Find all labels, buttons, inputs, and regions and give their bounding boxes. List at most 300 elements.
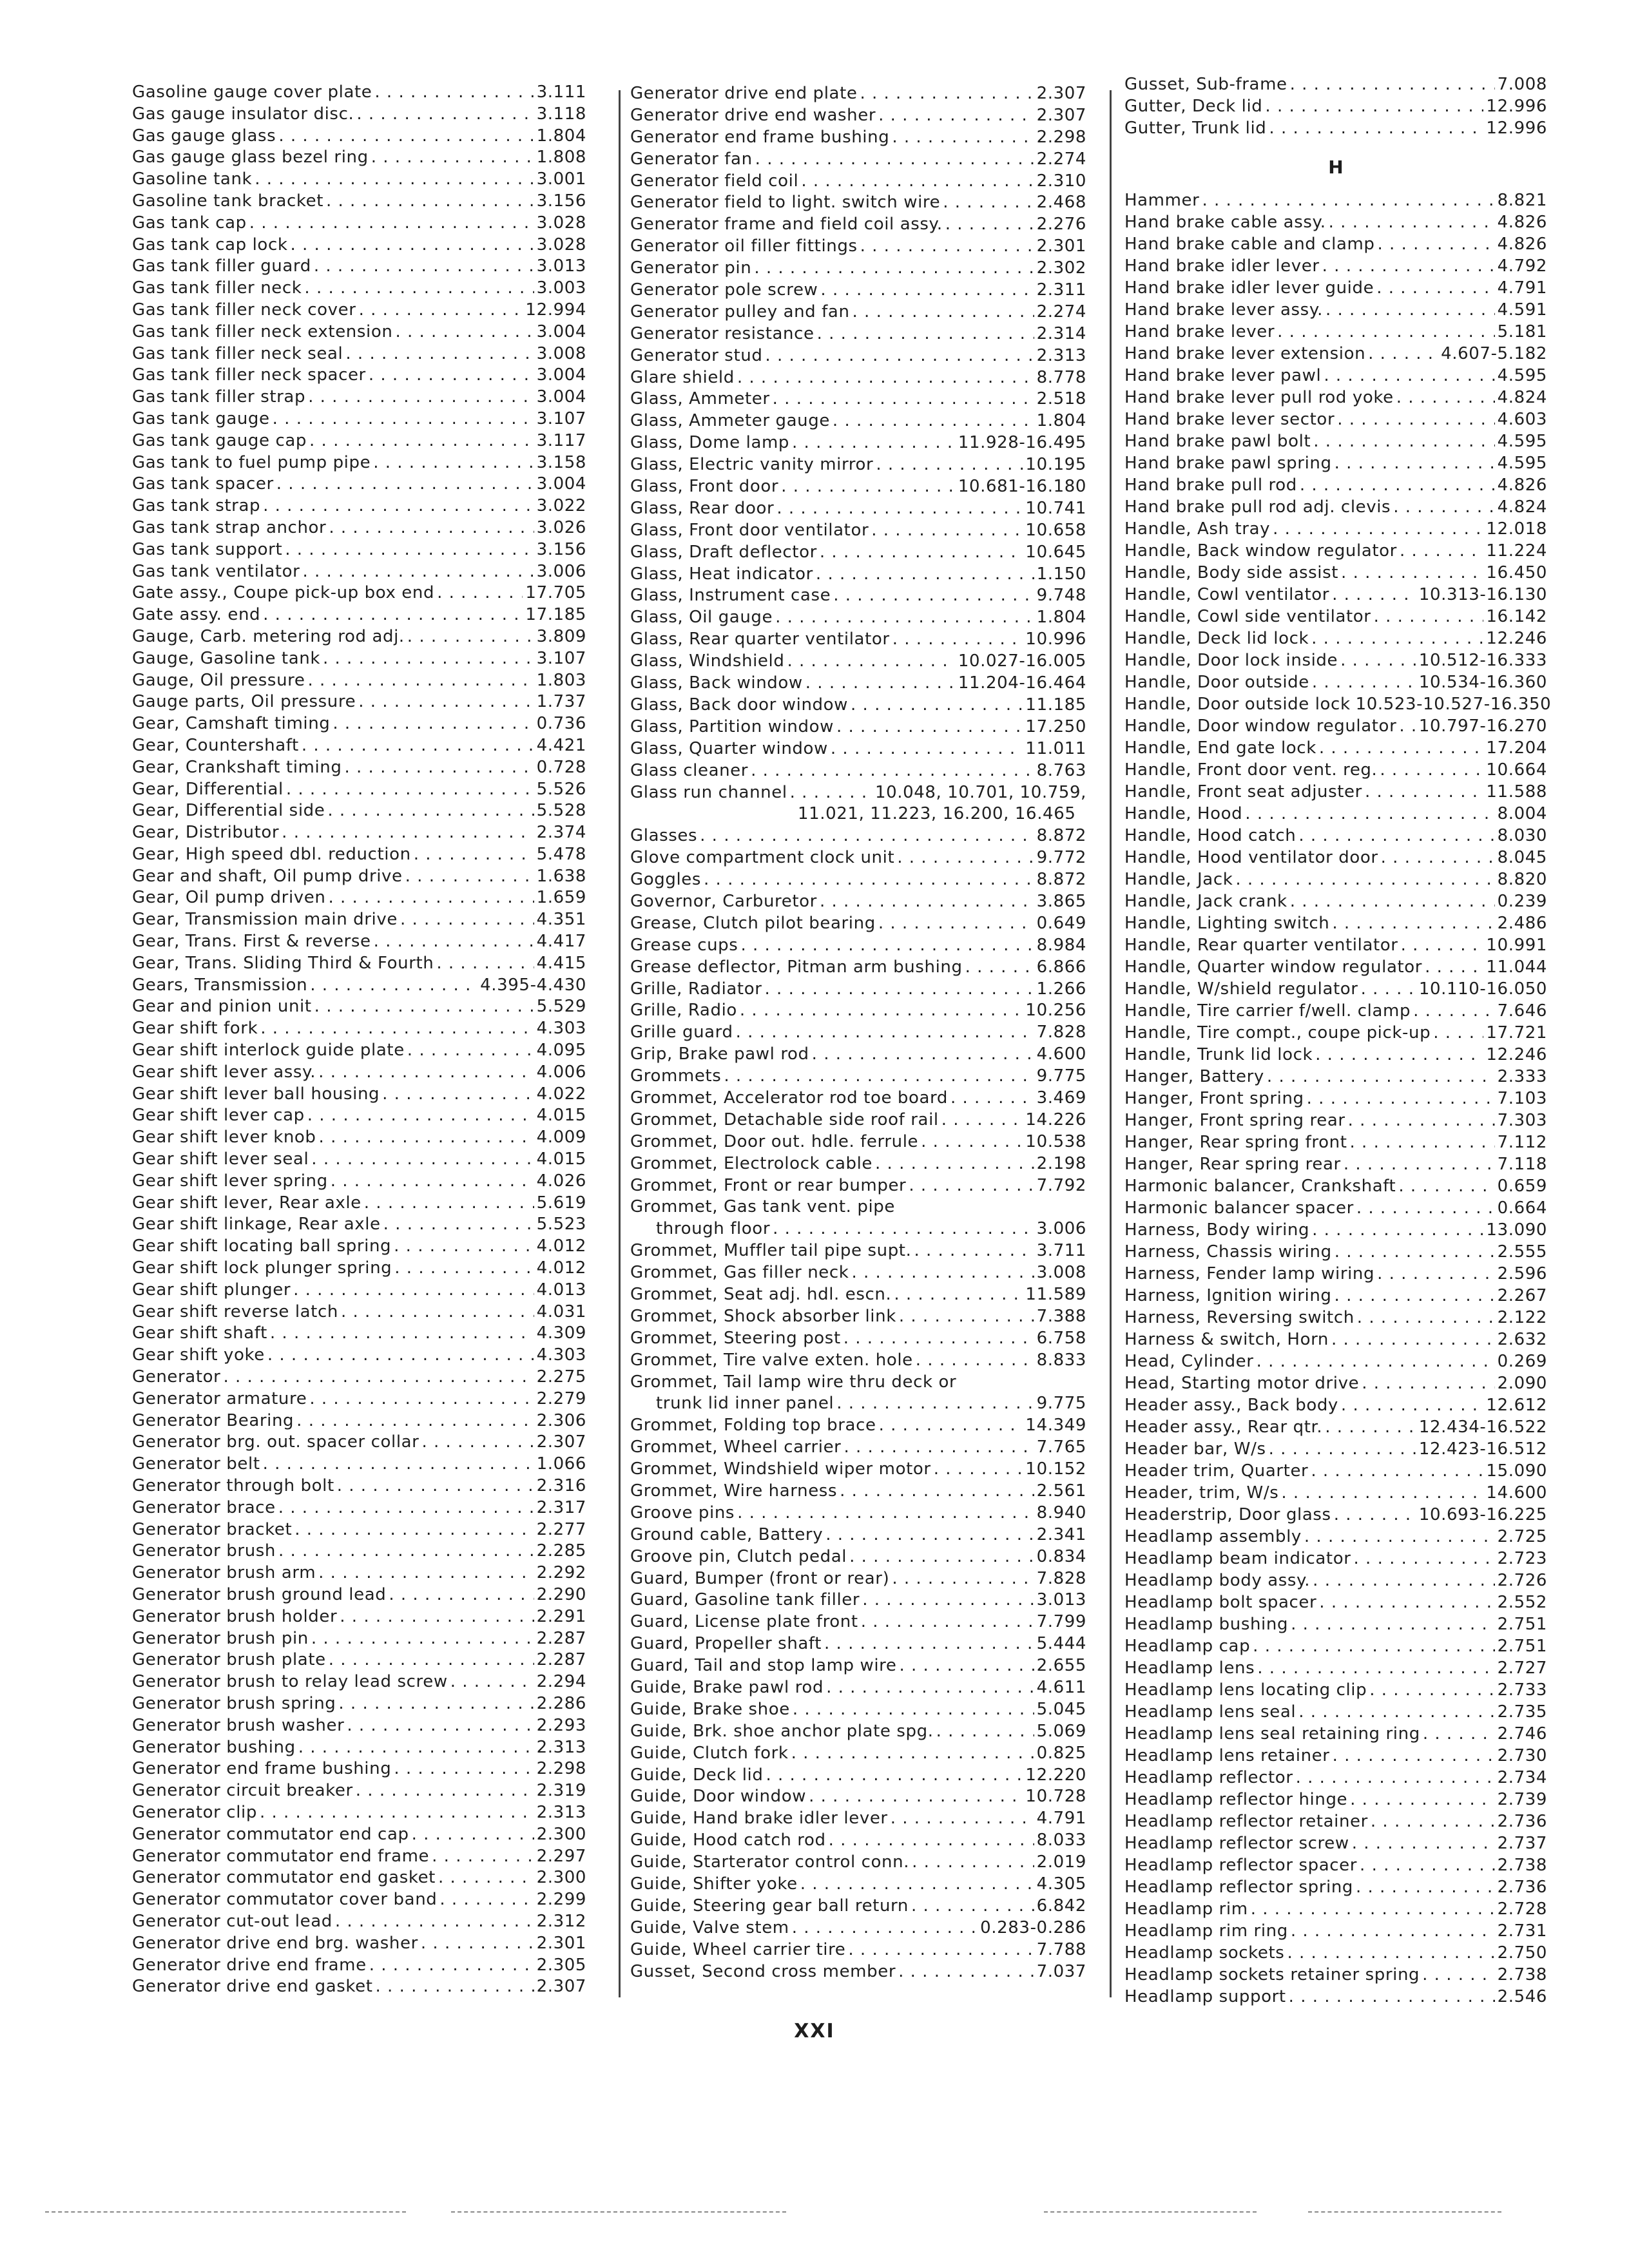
index-entry-page-ref: 2.727 — [1497, 1658, 1547, 1678]
index-entry-page-ref: 2.306 — [536, 1410, 586, 1430]
index-entry-term: Handle, Door window regulator — [1124, 716, 1397, 736]
dot-leader — [1312, 1220, 1483, 1240]
index-entry — [132, 1716, 586, 1738]
index-entry — [630, 1132, 1086, 1154]
index-entry-page-ref: 9.775 — [1036, 1394, 1086, 1414]
dot-leader — [1300, 476, 1495, 495]
dot-leader — [1331, 1330, 1495, 1349]
index-entry-page-ref: 12.996 — [1486, 119, 1547, 138]
index-entry-page-ref: 8.820 — [1497, 870, 1547, 889]
index-entry-page-ref: 10.313-16.130 — [1418, 585, 1547, 604]
dot-leader — [1277, 322, 1494, 341]
dot-leader — [848, 1940, 1034, 1959]
index-entry — [630, 673, 1086, 695]
dot-leader — [800, 1874, 1034, 1894]
index-entry-page-ref: 4.591 — [1497, 300, 1547, 320]
index-entry-page-ref: 2.307 — [536, 1977, 586, 1997]
index-entry — [132, 300, 586, 322]
dot-leader — [438, 1868, 534, 1887]
index-entry-page-ref: 5.444 — [1036, 1634, 1086, 1654]
dot-leader — [1298, 826, 1494, 845]
index-entry — [630, 651, 1086, 673]
dot-leader — [1350, 1133, 1495, 1152]
dot-leader — [356, 104, 534, 124]
index-entry-term: Handle, Front seat adjuster — [1124, 782, 1362, 802]
index-entry — [1124, 1286, 1547, 1308]
index-entry-page-ref: 7.828 — [1036, 1023, 1086, 1043]
index-entry-term: Gutter, Deck lid — [1124, 97, 1263, 116]
index-entry — [132, 867, 586, 889]
index-entry — [132, 954, 586, 975]
index-entry-term: Handle, Lighting switch — [1124, 914, 1330, 933]
index-entry-page-ref: 2.090 — [1497, 1374, 1547, 1393]
index-entry-page-ref: 2.300 — [536, 1868, 586, 1888]
index-entry-term: Guard, Gasoline tank filler — [630, 1590, 860, 1610]
index-entry-term: Harness & switch, Horn — [1124, 1330, 1329, 1349]
dot-leader — [273, 409, 534, 428]
index-entry-term: Gas tank cap lock — [132, 235, 288, 255]
index-entry — [1124, 97, 1547, 119]
index-entry-term: Glass, Oil gauge — [630, 608, 773, 628]
dot-leader — [414, 845, 534, 864]
dot-leader — [1344, 1155, 1495, 1174]
index-entry-term: Hanger, Rear spring rear — [1124, 1155, 1341, 1174]
dot-leader — [787, 651, 955, 671]
dot-leader — [263, 605, 523, 624]
index-entry-page-ref: 2.546 — [1497, 1987, 1547, 2006]
index-entry-page-ref: 2.751 — [1497, 1637, 1547, 1656]
index-entry-term: Gas tank spacer — [132, 474, 274, 494]
index-entry — [1124, 673, 1547, 695]
index-entry-page-ref: 16.450 — [1486, 563, 1547, 582]
index-entry-term: Handle, Deck lid lock — [1124, 629, 1309, 648]
index-entry-term: Gear shift lever cap — [132, 1106, 305, 1126]
index-entry — [1124, 1001, 1547, 1023]
index-entry-page-ref: 7.303 — [1497, 1111, 1547, 1130]
dot-leader — [1291, 1921, 1495, 1941]
dot-leader — [755, 149, 1034, 169]
index-entry-term: Grommet, Tire valve exten. hole — [630, 1350, 913, 1370]
index-entry — [132, 1563, 586, 1585]
dot-leader — [263, 1454, 534, 1474]
index-entry — [1124, 1856, 1547, 1878]
index-entry-term: Hand brake lever — [1124, 322, 1275, 341]
index-entry — [132, 1956, 586, 1977]
index-entry-page-ref: 0.649 — [1036, 913, 1086, 933]
index-entry-page-ref: 3.001 — [536, 169, 586, 189]
index-entry-page-ref: 12.434-16.522 — [1418, 1418, 1547, 1437]
index-entry-page-ref: 1.066 — [536, 1454, 586, 1474]
index-entry-term: Gear and shaft, Oil pump drive — [132, 866, 403, 886]
index-entry — [1124, 651, 1547, 673]
index-entry — [132, 256, 586, 278]
index-entry — [1124, 235, 1547, 256]
index-entry-term: Glass, Ammeter — [630, 389, 770, 409]
index-entry-term: Handle, Door outside lock — [1124, 695, 1351, 714]
index-entry-term: Headlamp lens seal retaining ring — [1124, 1724, 1420, 1744]
index-entry — [1124, 1461, 1547, 1483]
dot-leader — [450, 1672, 534, 1691]
index-entry-page-ref: 9.748 — [1036, 586, 1086, 606]
dot-leader — [347, 1716, 534, 1735]
index-entry-page-ref: 8.872 — [1036, 870, 1086, 890]
index-entry-page-ref: 12.246 — [1486, 629, 1547, 648]
dot-leader — [817, 324, 1034, 343]
index-entry — [630, 936, 1086, 957]
index-entry-term: Gas tank filler neck extension — [132, 322, 393, 341]
index-entry-page-ref: 2.374 — [536, 823, 586, 843]
dot-leader — [1269, 1439, 1416, 1459]
dot-leader — [1401, 936, 1484, 955]
index-entry — [1124, 119, 1547, 140]
index-entry-term: Handle, Jack crank — [1124, 892, 1287, 911]
index-entry — [1124, 1965, 1547, 1987]
index-entry-page-ref: 7.799 — [1036, 1612, 1086, 1632]
index-entry-page-ref: 6.758 — [1036, 1328, 1086, 1348]
index-entry-term: Glass cleaner — [630, 760, 749, 780]
index-entry-page-ref: 2.333 — [1497, 1067, 1547, 1086]
index-entry — [630, 1066, 1086, 1088]
index-entry-term: Harness, Chassis wiring — [1124, 1242, 1332, 1262]
dot-leader — [1348, 1111, 1495, 1130]
index-entry-term: Gas tank to fuel pump pipe — [132, 452, 371, 472]
index-entry-term: Gas gauge glass bezel ring — [132, 148, 369, 168]
index-entry-page-ref: 3.028 — [536, 213, 586, 233]
dot-leader — [843, 1437, 1034, 1457]
dot-leader — [307, 671, 534, 690]
index-entry-page-ref: 0.736 — [536, 714, 586, 734]
index-entry-page-ref: 3.158 — [536, 452, 586, 472]
index-column-3-h-section — [1124, 191, 1552, 2009]
page-number: XXI — [794, 2020, 835, 2042]
index-entry-page-ref: 14.349 — [1025, 1416, 1086, 1436]
dot-leader — [329, 518, 534, 537]
index-entry-page-ref: 11.011 — [1025, 738, 1086, 758]
index-entry-page-ref: 0.659 — [1497, 1177, 1547, 1196]
dot-leader — [826, 1678, 1034, 1697]
index-entry-page-ref: 2.314 — [1036, 323, 1086, 343]
index-entry — [1124, 497, 1547, 519]
index-entry-term: Glass, Back door window — [630, 695, 849, 715]
dot-leader — [1267, 1067, 1495, 1086]
dot-leader — [358, 692, 534, 711]
index-entry-page-ref: 3.156 — [536, 191, 586, 211]
index-entry — [630, 870, 1086, 892]
index-entry — [630, 106, 1086, 128]
index-entry-page-ref: 2.746 — [1497, 1724, 1547, 1744]
index-entry-term: Generator brush pin — [132, 1628, 309, 1648]
index-entry — [132, 1803, 586, 1825]
index-entry-page-ref: 7.792 — [1036, 1175, 1086, 1195]
index-entry-term: Gas tank strap — [132, 496, 261, 516]
index-entry-term: Headlamp bolt spacer — [1124, 1593, 1317, 1612]
dot-leader — [421, 1432, 534, 1452]
index-entry — [630, 1459, 1086, 1481]
index-entry-page-ref: 5.478 — [536, 844, 586, 864]
dot-leader — [909, 1176, 1034, 1195]
index-entry-page-ref: 3.809 — [536, 626, 586, 646]
index-entry-page-ref: 2.122 — [1497, 1308, 1547, 1327]
index-entry-page-ref: 4.031 — [536, 1302, 586, 1321]
index-entry — [630, 1809, 1086, 1831]
index-entry — [630, 1765, 1086, 1787]
index-entry-page-ref: 3.008 — [1036, 1263, 1086, 1283]
index-entry — [1124, 1439, 1547, 1461]
index-entry-term: Header bar, W/s — [1124, 1439, 1266, 1459]
index-entry-page-ref: 4.395-4.430 — [480, 975, 586, 995]
dot-leader — [836, 1394, 1034, 1413]
dot-leader — [792, 1918, 978, 1937]
index-entry — [132, 997, 586, 1019]
index-entry-term: Headlamp support — [1124, 1987, 1286, 2006]
index-entry-page-ref: 8.984 — [1036, 935, 1086, 955]
index-entry-page-ref: 8.033 — [1036, 1831, 1086, 1850]
index-entry — [132, 169, 586, 191]
index-entry — [1124, 388, 1547, 410]
index-entry — [1124, 1527, 1547, 1549]
index-entry — [630, 629, 1086, 651]
index-entry — [630, 389, 1086, 411]
index-entry — [1124, 256, 1547, 278]
dot-leader — [851, 695, 1023, 715]
index-entry — [1124, 1702, 1547, 1724]
dot-leader — [724, 1066, 1034, 1086]
dot-leader — [1377, 1264, 1494, 1283]
dot-leader — [829, 1831, 1034, 1850]
index-entry-term: Glass, Back window — [630, 673, 803, 693]
index-entry — [132, 627, 586, 649]
index-entry — [630, 1044, 1086, 1066]
index-entry — [630, 1656, 1086, 1678]
index-entry-term: Glasses — [630, 826, 698, 846]
index-entry — [630, 1437, 1086, 1459]
index-entry-term: Generator drive end washer — [630, 105, 876, 125]
index-entry — [1124, 1155, 1547, 1177]
index-entry — [630, 1394, 1086, 1416]
index-entry — [132, 1672, 586, 1694]
index-entry — [132, 387, 586, 409]
dot-leader — [941, 1110, 1023, 1129]
index-entry — [1124, 607, 1547, 629]
index-entry-term: Gear shift lever spring — [132, 1171, 328, 1191]
index-entry-term: Gas tank filler guard — [132, 256, 311, 276]
index-entry — [1124, 1220, 1547, 1242]
index-entry-term: Glass run channel — [630, 782, 787, 802]
dot-leader — [302, 736, 534, 755]
dot-leader — [860, 236, 1034, 256]
index-entry — [132, 1258, 586, 1280]
index-entry-page-ref: 6.866 — [1036, 957, 1086, 977]
index-entry — [132, 823, 586, 845]
index-entry — [132, 1323, 586, 1345]
index-entry-page-ref: 4.600 — [1036, 1044, 1086, 1064]
index-entry-page-ref: 2.319 — [536, 1781, 586, 1801]
index-entry-term: Generator drive end gasket — [132, 1977, 373, 1997]
index-entry-page-ref: 3.022 — [536, 496, 586, 516]
index-entry-term: Glass, Windshield — [630, 651, 785, 671]
index-entry — [630, 302, 1086, 324]
index-entry-page-ref: 7.788 — [1036, 1939, 1086, 1959]
index-entry-page-ref: 10.658 — [1025, 520, 1086, 540]
dot-leader — [437, 583, 523, 602]
index-entry-page-ref: 2.307 — [1036, 84, 1086, 103]
index-entry-page-ref: 3.008 — [536, 343, 586, 363]
index-entry-page-ref: 1.150 — [1036, 564, 1086, 584]
index-entry-page-ref: 4.012 — [536, 1258, 586, 1278]
index-entry-term: Generator pole screw — [630, 280, 818, 300]
index-entry-term: Guide, Brk. shoe anchor plate spg. — [630, 1721, 934, 1741]
index-entry-term: Gas tank filler strap — [132, 387, 306, 407]
index-entry-term: Generator commutator end gasket — [132, 1868, 436, 1888]
dot-leader — [323, 649, 534, 668]
index-entry-page-ref: 2.290 — [536, 1584, 586, 1604]
index-entry-page-ref: 2.313 — [1036, 345, 1086, 365]
index-entry — [132, 1541, 586, 1563]
index-entry — [630, 1590, 1086, 1612]
dot-leader — [898, 1962, 1034, 1981]
index-entry-page-ref: 2.292 — [536, 1563, 586, 1583]
index-entry — [630, 1525, 1086, 1547]
dot-leader — [327, 801, 534, 820]
dot-leader — [1335, 1242, 1495, 1262]
dot-leader — [394, 1258, 534, 1278]
index-entry-page-ref: 0.825 — [1036, 1743, 1086, 1763]
index-entry — [630, 848, 1086, 870]
index-entry-term: Headlamp lens locating clip — [1124, 1680, 1367, 1700]
index-entry-page-ref: 2.297 — [536, 1846, 586, 1866]
index-entry-term: Grommet, Muffler tail pipe supt. — [630, 1241, 912, 1261]
index-entry-term: Gear shift lever ball housing — [132, 1084, 380, 1104]
dot-leader — [318, 1062, 534, 1082]
index-entry-term: Grille guard — [630, 1023, 733, 1043]
index-entry — [132, 540, 586, 562]
index-entry-term: Hand brake lever sector — [1124, 410, 1335, 429]
index-entry-term: Generator resistance — [630, 323, 815, 343]
index-entry — [132, 671, 586, 693]
dot-leader — [421, 1934, 534, 1953]
index-entry — [1124, 1571, 1547, 1593]
index-entry-page-ref: 2.305 — [536, 1955, 586, 1975]
dot-leader — [1269, 119, 1483, 138]
index-entry-page-ref: 9.775 — [1036, 1066, 1086, 1086]
dot-leader — [820, 543, 1023, 562]
index-entry-page-ref: 1.638 — [536, 866, 586, 886]
index-entry — [132, 1912, 586, 1934]
index-entry-page-ref: 2.312 — [536, 1911, 586, 1931]
index-entry-term: Glove compartment clock unit — [630, 848, 895, 868]
index-entry-term: Hand brake pull rod — [1124, 476, 1297, 495]
footer-scan-line — [1044, 2211, 1257, 2213]
index-entry — [132, 714, 586, 736]
index-entry-term: Header assy., Back body — [1124, 1396, 1338, 1415]
index-entry-term: Handle, Front door vent. reg. — [1124, 760, 1378, 780]
index-entry-term: Generator drive end plate — [630, 84, 858, 103]
dot-leader — [911, 1896, 1034, 1916]
index-entry-term: Guide, Brake shoe — [630, 1699, 790, 1719]
index-entry-page-ref: 8.004 — [1497, 804, 1547, 823]
index-entry-page-ref: 10.728 — [1025, 1787, 1086, 1807]
dot-leader — [1365, 782, 1483, 802]
dot-leader — [407, 1041, 534, 1060]
dot-leader — [1423, 1724, 1495, 1744]
index-entry — [630, 1852, 1086, 1874]
index-entry-page-ref: 8.030 — [1497, 826, 1547, 845]
index-entry — [132, 1367, 586, 1389]
index-entry-page-ref: 2.561 — [1036, 1481, 1086, 1501]
dot-leader — [1312, 673, 1416, 692]
index-entry-term: Grommet, Tail lamp wire thru deck or — [630, 1372, 957, 1392]
dot-leader — [310, 975, 477, 995]
index-entry — [630, 1197, 1086, 1219]
index-entry — [132, 1432, 586, 1454]
index-entry-page-ref: 1.804 — [1036, 411, 1086, 431]
index-entry — [1124, 629, 1547, 651]
index-entry-page-ref: 1.808 — [536, 148, 586, 168]
dot-leader — [1324, 366, 1494, 385]
dot-leader — [1332, 914, 1494, 933]
index-entry — [630, 761, 1086, 783]
index-entry-term: Generator stud — [630, 345, 763, 365]
index-entry-term: Glass, Partition window — [630, 716, 834, 736]
index-entry — [630, 1678, 1086, 1700]
index-entry-term: Gear shift lock plunger spring — [132, 1258, 392, 1278]
index-entry — [132, 1062, 586, 1084]
dot-leader — [1422, 1965, 1494, 1984]
index-entry-page-ref: 2.555 — [1497, 1242, 1547, 1262]
dot-leader — [364, 1193, 534, 1213]
dot-leader — [1362, 1374, 1494, 1393]
index-entry-term: Handle, Rear quarter ventilator — [1124, 936, 1398, 955]
dot-leader — [950, 1088, 1034, 1108]
index-entry-page-ref: 4.595 — [1497, 366, 1547, 385]
index-entry — [132, 148, 586, 169]
index-entry — [1124, 1374, 1547, 1396]
index-entry — [630, 717, 1086, 739]
index-entry-term: Headlamp reflector — [1124, 1768, 1293, 1787]
index-entry-page-ref: 3.013 — [536, 256, 586, 276]
index-entry-page-ref: 9.772 — [1036, 848, 1086, 868]
index-entry — [132, 1106, 586, 1128]
dot-leader — [1202, 191, 1494, 210]
index-entry-term: Generator cut-out lead — [132, 1911, 333, 1931]
index-entry-page-ref: 16.142 — [1486, 607, 1547, 626]
index-entry-page-ref: 8.045 — [1497, 848, 1547, 867]
dot-leader — [374, 932, 534, 951]
index-entry-page-ref: 12.423-16.512 — [1418, 1439, 1547, 1459]
dot-leader — [754, 258, 1034, 278]
dot-leader — [326, 191, 534, 211]
index-entry — [1124, 1308, 1547, 1330]
index-entry-term: Glass, Front door — [630, 477, 779, 497]
dot-leader — [1371, 1812, 1495, 1831]
index-entry-term: Headlamp lens seal — [1124, 1702, 1296, 1722]
index-entry — [1124, 1133, 1547, 1155]
index-entry-term: Grille, Radio — [630, 1001, 737, 1021]
dot-leader — [740, 936, 1034, 955]
dot-leader — [1380, 760, 1483, 780]
index-entry — [132, 1171, 586, 1193]
index-entry — [630, 1241, 1086, 1263]
index-entry-page-ref: 8.872 — [1036, 826, 1086, 846]
index-entry-term: Gauge, Gasoline tank — [132, 648, 320, 668]
index-entry — [1124, 213, 1547, 235]
index-entry-term: Gauge, Oil pressure — [132, 670, 305, 690]
index-entry-term: Generator field to light. switch wire — [630, 193, 941, 213]
index-entry-page-ref: 4.351 — [536, 910, 586, 930]
index-entry-page-ref: 10.523-10.527-16.350 — [1355, 695, 1552, 714]
index-entry — [630, 1569, 1086, 1591]
index-entry-term: Gear, Differential — [132, 779, 284, 799]
